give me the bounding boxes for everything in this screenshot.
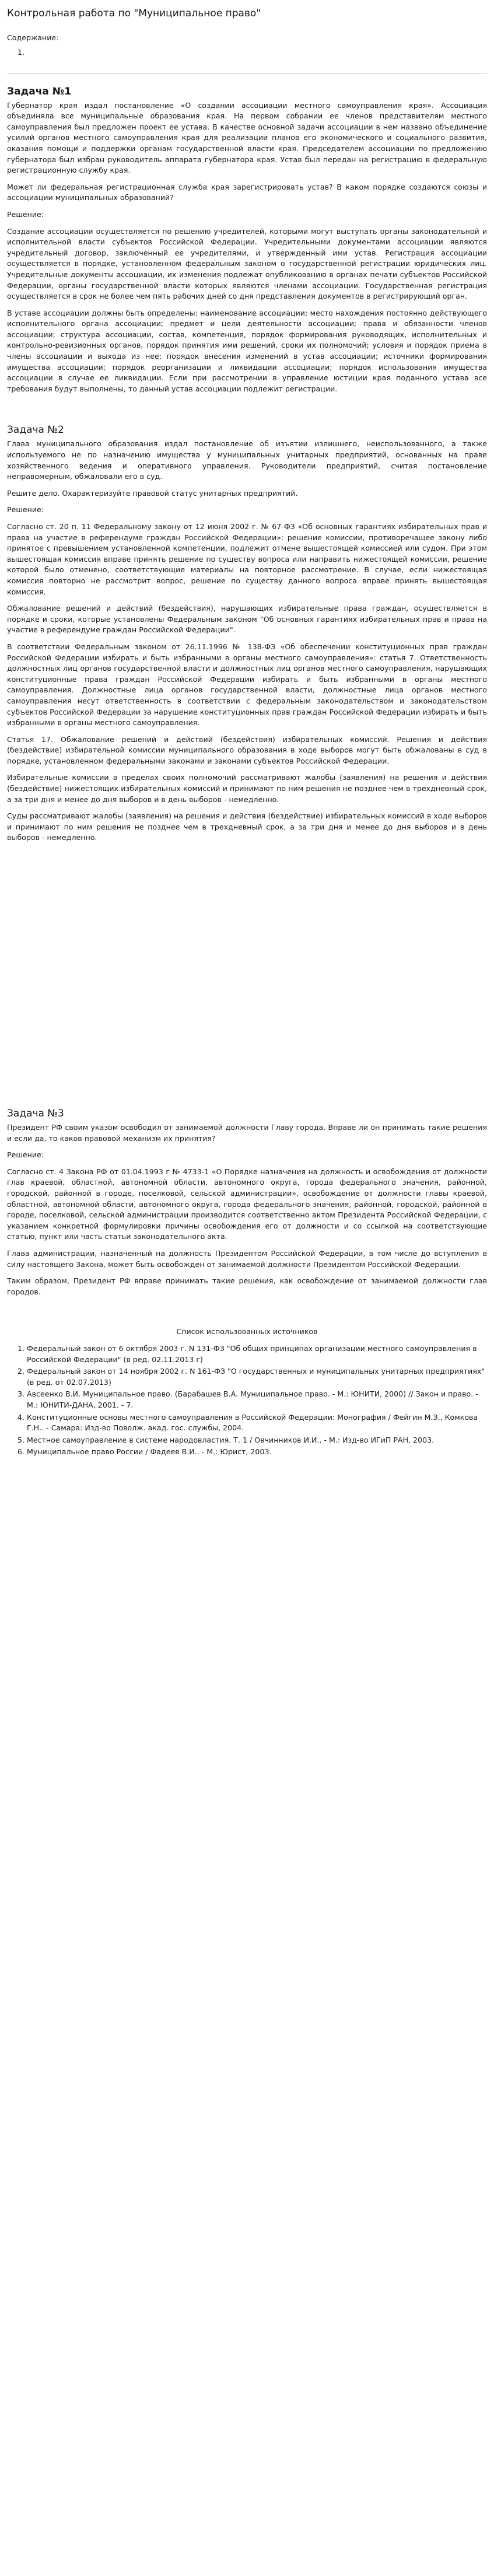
task-2-heading: Задача №2	[7, 424, 64, 436]
task-2-solution-paragraph: В соответствии Федеральным законом от 26.11.1996 № 138-ФЗ «Об обеспечении конституционных прав граждан Российской Федерации избирать и быть избранными в органы местного самоуправления»: статья 7. Ответственность должностных лиц органов государственной власти и должностных лиц органов местного самоуправления, нарушающих конституционные права граждан Российской Федерации избирать и быть избранными в органы местного самоуправления. Должностные лица органов государственной власти, должностные лица органов местного самоуправления несут ответственность в соответствии с федеральным законодательством и законодательством субъектов Российской Федерации за нарушение конституционных прав граждан Российской Федерации избирать и быть избранными в органы местного самоуправления.	[7, 642, 487, 727]
task-1-solution-label: Решение:	[7, 209, 44, 219]
reference-item: 6. Муниципальное право России / Фадеев В.И.. - М.: Юрист, 2003.	[27, 1447, 487, 1458]
task-1-heading: Задача №1	[7, 85, 72, 97]
task-3-solution-label: Решение:	[7, 1150, 44, 1160]
references-title: Список использованных источников	[176, 1327, 318, 1336]
references-list	[7, 1343, 487, 1458]
task-1-solution-paragraph: Создание ассоциации осуществляется по решению учредителей, которыми могут выступать органы законодательной и исполнительной власти субъектов Российской Федерации. Учредительными документами ассоциации являются учредительный договор, заключенный ее учредителями, и утвержденный ими устав. Регистрация ассоциации осуществляется в порядке, установленном федеральным законом о государственной регистрации юридических лиц. Учредительные документы ассоциации, их изменения подлежат опубликованию в органах печати субъектов Российской Федерации, органы государственной власти которых являются членами ассоциации. Государственная регистрация осуществляется в срок не более чем пять рабочих дней со дня представления документов в регистрирующий орган.	[7, 226, 487, 301]
task-1-solution-paragraph: В уставе ассоциации должны быть определены: наименование ассоциации; место нахождения постоянно действующего исполнительного органа ассоциации; предмет и цели деятельности ассоциации; права и обязанности членов ассоциации; структура ассоциации, состав, компетенция, порядок формирования руководящих, исполнительных и контрольно-ревизионных органов, порядок принятия ими решений, сроки их полномочий; условия и порядок приема в члены ассоциации и выхода из нее; порядок внесения изменений в устав ассоциации; источники формирования имущества ассоциации; порядок реорганизации и ликвидации ассоциации; порядок использования имущества ассоциации в случае ее ликвидации. Если при рассмотрении в управление юстиции края поданного устава все требования будут выполнены, то данный устав ассоциации подлежит регистрации.	[7, 308, 487, 393]
task-2-solution-label: Решение:	[7, 505, 44, 514]
task-2-solution-paragraph: Статья 17. Обжалование решений и действий (бездействия) избирательных комиссий. Решения и действия (бездействие) избирательной комиссии муниципального образования в ходе выборов могут быть обжалованы в суд в порядке, установленном федеральными законами и законами субъектов Российской Федерации.	[7, 734, 487, 765]
reference-item: 2. Федеральный закон от 14 ноября 2002 г. N 161-ФЗ "О государственных и муниципальных унитарных предприятиях" (в ред. от 02.07.2013)	[27, 1366, 487, 1388]
table-of-contents	[7, 47, 487, 58]
task-1-condition: Губернатор края издал постановление «О создании ассоциации местного самоуправления края». Ассоциация объединяла все муниципальные образования края. На первом собрании ее членов представителям местного самоуправления был предложен проект ее устава. В качестве основной задачи ассоциации в нем названо объединение усилий органов местного самоуправления края для реализации планов его экономического и социального развития, оказания помощи и поддержки органам государственной власти края. Председателем ассоциации по предложению губернатора был избран руководитель аппарата губернатора края. Устав был передан на регистрацию в федеральную регистрационную службу края.	[7, 100, 487, 175]
task-3-section	[7, 1107, 487, 1297]
task-3-solution-paragraph: Согласно ст. 4 Закона РФ от 01.04.1993 г № 4733-1 «О Порядке назначения на должность и освобождения от должности глав краевой, областной, автономной области, автономного округа, города федерального значения, районной, городской, районной в городе, поселковой, сельской администрации», освобождение от должности главы краевой, областной, автономной области, автономного округа, города федерального значения, районной, городской, районной в городе, поселковой, сельской администрации производится соответственно актом Президента Российской Федерации, с указанием конкретной формулировки причины освобождения его от должности и со ссылкой на соответствующие статью, пункт или часть статьи законодательного акта.	[7, 1167, 487, 1241]
task-1-section	[7, 85, 487, 395]
task-2-solution-paragraph: Избирательные комиссии в пределах своих полномочий рассматривают жалобы (заявления) на решения и действия (бездействие) нижестоящих избирательных комиссий и принимают по ним решения не позднее чем в трехдневный срок, а за три дня и менее до дня выборов и в день выборов - немедленно.	[7, 773, 487, 804]
task-2-solution-paragraph: Согласно ст. 20 п. 11 Федеральному закону от 12 июня 2002 г. № 67-ФЗ «Об основных гарантиях избирательных прав и права на участие в референдуме граждан Российской Федерации»: решение комиссии, противоречащее закону либо принятое с превышением установленной компетенции, подлежит отмене вышестоящей комиссией или судом. При этом вышестоящая комиссия вправе принять решение по существу вопроса или направить нижестоящей комиссии, решение которой было отменено, соответствующие материалы на повторное рассмотрение. В случае, если нижестоящая комиссия повторно не рассмотрит вопрос, решение по существу данного вопроса вправе принять вышестоящая комиссия.	[7, 522, 487, 596]
task-3-conclusion: Таким образом, Президент РФ вправе принимать такие решения, как освобождение от занимаемой должности глав городов.	[7, 1276, 487, 1296]
spacer	[7, 400, 487, 424]
task-3-condition: Президент РФ своим указом освободил от занимаемой должности Главу города. Вправе ли он принимать такие решения и если да, то каков правовой механизм их принятия?	[7, 1123, 487, 1143]
references-section	[7, 1326, 487, 1458]
task-1-question: Может ли федеральная регистрационная служба края зарегистрировать устав? В каком порядке создаются союзы и ассоциации муниципальных образований?	[7, 182, 487, 202]
task-2-solution-paragraph: Суды рассматривают жалобы (заявления) на решения и действия (бездействие) избирательных комиссий в ходе выборов и принимают по ним решения не позднее чем в трехдневный срок, а за три дня и менее до дня выборов и в день выборов - немедленно.	[7, 811, 487, 842]
spacer	[7, 849, 487, 1107]
task-2-section	[7, 424, 487, 844]
task-3-heading: Задача №3	[7, 1108, 64, 1120]
contents-label: Содержание:	[7, 33, 59, 42]
reference-item: 1. Федеральный закон от 6 октября 2003 г. N 131-ФЗ "Об общих принципах организации местного самоуправления в Российской Федерации" (в ред. 02.11.2013 г)	[27, 1343, 487, 1365]
document-title: Контрольная работа по "Муниципальное право"	[7, 8, 261, 19]
task-3-solution-paragraph: Глава администрации, назначенный на должность Президентом Российской Федерации, в том числе до вступления в силу настоящего Закона, может быть освобожден от занимаемой должности Президентом Российской Федерации.	[7, 1248, 487, 1269]
reference-item: 4. Конституционные основы местного самоуправления в Российской Федерации: Монография / Фейгин М.З., Комкова Г.Н.. - Самара: Изд-во Поволж. акад. гос. службы, 2004.	[27, 1412, 487, 1434]
toc-empty-item	[27, 47, 487, 58]
document-page	[0, 7, 494, 1458]
section-divider	[7, 73, 487, 74]
task-2-solution-paragraph: Обжалование решений и действий (бездействия), нарушающих избирательные права граждан, осуществляется в порядке и сроки, которые установлены Федеральным законом "Об основных гарантиях избирательных прав и права на участие в референдуме граждан Российской Федерации".	[7, 604, 487, 635]
task-2-question: Решите дело. Охарактеризуйте правовой статус унитарных предприятий.	[7, 488, 298, 498]
reference-item: 3. Авсеенко В.И. Муниципальное право. (Барабашев В.А. Муниципальное право. - М.: ЮНИТИ, 2000) // Закон и право. - М.: ЮНИТИ-ДАНА, 2001. - 7.	[27, 1389, 487, 1410]
task-2-condition: Глава муниципального образования издал постановление об изъятии излишнего, неиспользованного, а также используемого не по назначению имущества у муниципальных унитарных предприятий, основанных на праве хозяйственного ведения и оперативного управления. Руководители предприятий, считая постановление неправомерным, обжаловали его в суд.	[7, 439, 487, 481]
spacer	[7, 1303, 487, 1326]
reference-item: 5. Местное самоуправление в системе народовластия. Т. 1 / Овчинников И.И.. - М.: Изд-во ИГиП РАН, 2003.	[27, 1435, 487, 1446]
